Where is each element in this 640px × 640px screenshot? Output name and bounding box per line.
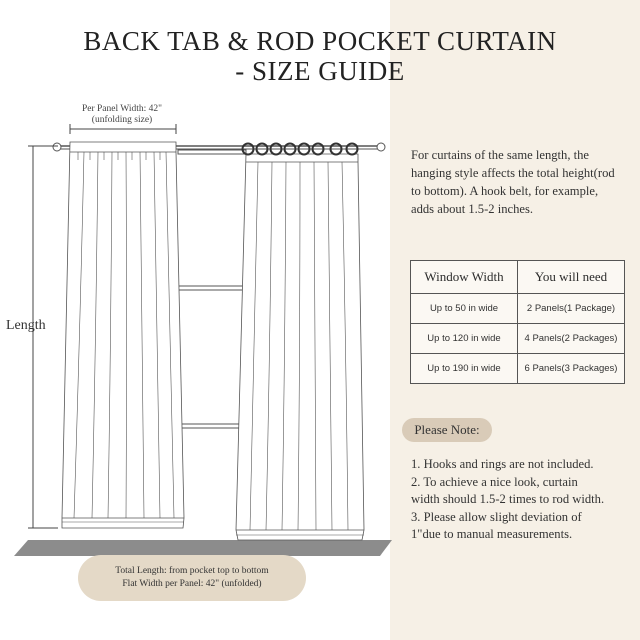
title-line-2: - SIZE GUIDE (235, 56, 405, 86)
window-width-cell: Up to 50 in wide (411, 294, 518, 324)
notes-list (411, 456, 633, 544)
note-line: 2. To achieve a nice look, curtain (411, 474, 578, 489)
flat-width-note: Flat Width per Panel: 42" (unfolded) (122, 579, 262, 589)
window-width-cell: Up to 190 in wide (411, 354, 518, 384)
table-header-row (411, 261, 625, 294)
note-line: 3. Please allow slight deviation of (411, 509, 582, 524)
title-line-1: BACK TAB & ROD POCKET CURTAIN (83, 26, 557, 56)
panels-needed-cell: 2 Panels(1 Package) (518, 294, 625, 324)
panels-needed-cell: 4 Panels(2 Packages) (518, 324, 625, 354)
hanging-style-description: For curtains of the same length, the hanging style affects the total height(rod to bottom). A hook belt, for example, adds about 1.5-2 inches. (411, 148, 615, 216)
header-window-width: Window Width (411, 261, 518, 294)
floor-shadow (14, 540, 392, 556)
window-frame (178, 150, 246, 428)
table-row (411, 324, 625, 354)
please-note-badge: Please Note: (402, 418, 492, 442)
measurement-note-pill (78, 555, 306, 601)
header-you-will-need: You will need (518, 261, 625, 294)
window-width-cell: Up to 120 in wide (411, 324, 518, 354)
total-length-note: Total Length: from pocket top to bottom (115, 566, 269, 576)
note-line: 1. Hooks and rings are not included. (411, 457, 594, 471)
panel-width-line-1: Per Panel Width: 42" (81, 104, 163, 114)
table-row (411, 354, 625, 384)
panel-width-label (62, 104, 182, 126)
note-line: 1"due to manual measurements. (411, 527, 573, 541)
length-dimension-line (28, 146, 58, 528)
panels-needed-cell: 6 Panels(3 Packages) (518, 354, 625, 384)
left-curtain-panel (62, 142, 184, 528)
right-curtain-panel (236, 154, 364, 540)
table-row (411, 294, 625, 324)
panel-width-line-2: (unfolding size) (91, 115, 153, 125)
note-line: width should 1.5-2 times to rod width. (411, 492, 605, 506)
length-label: Length (6, 318, 46, 333)
size-table (410, 260, 625, 384)
